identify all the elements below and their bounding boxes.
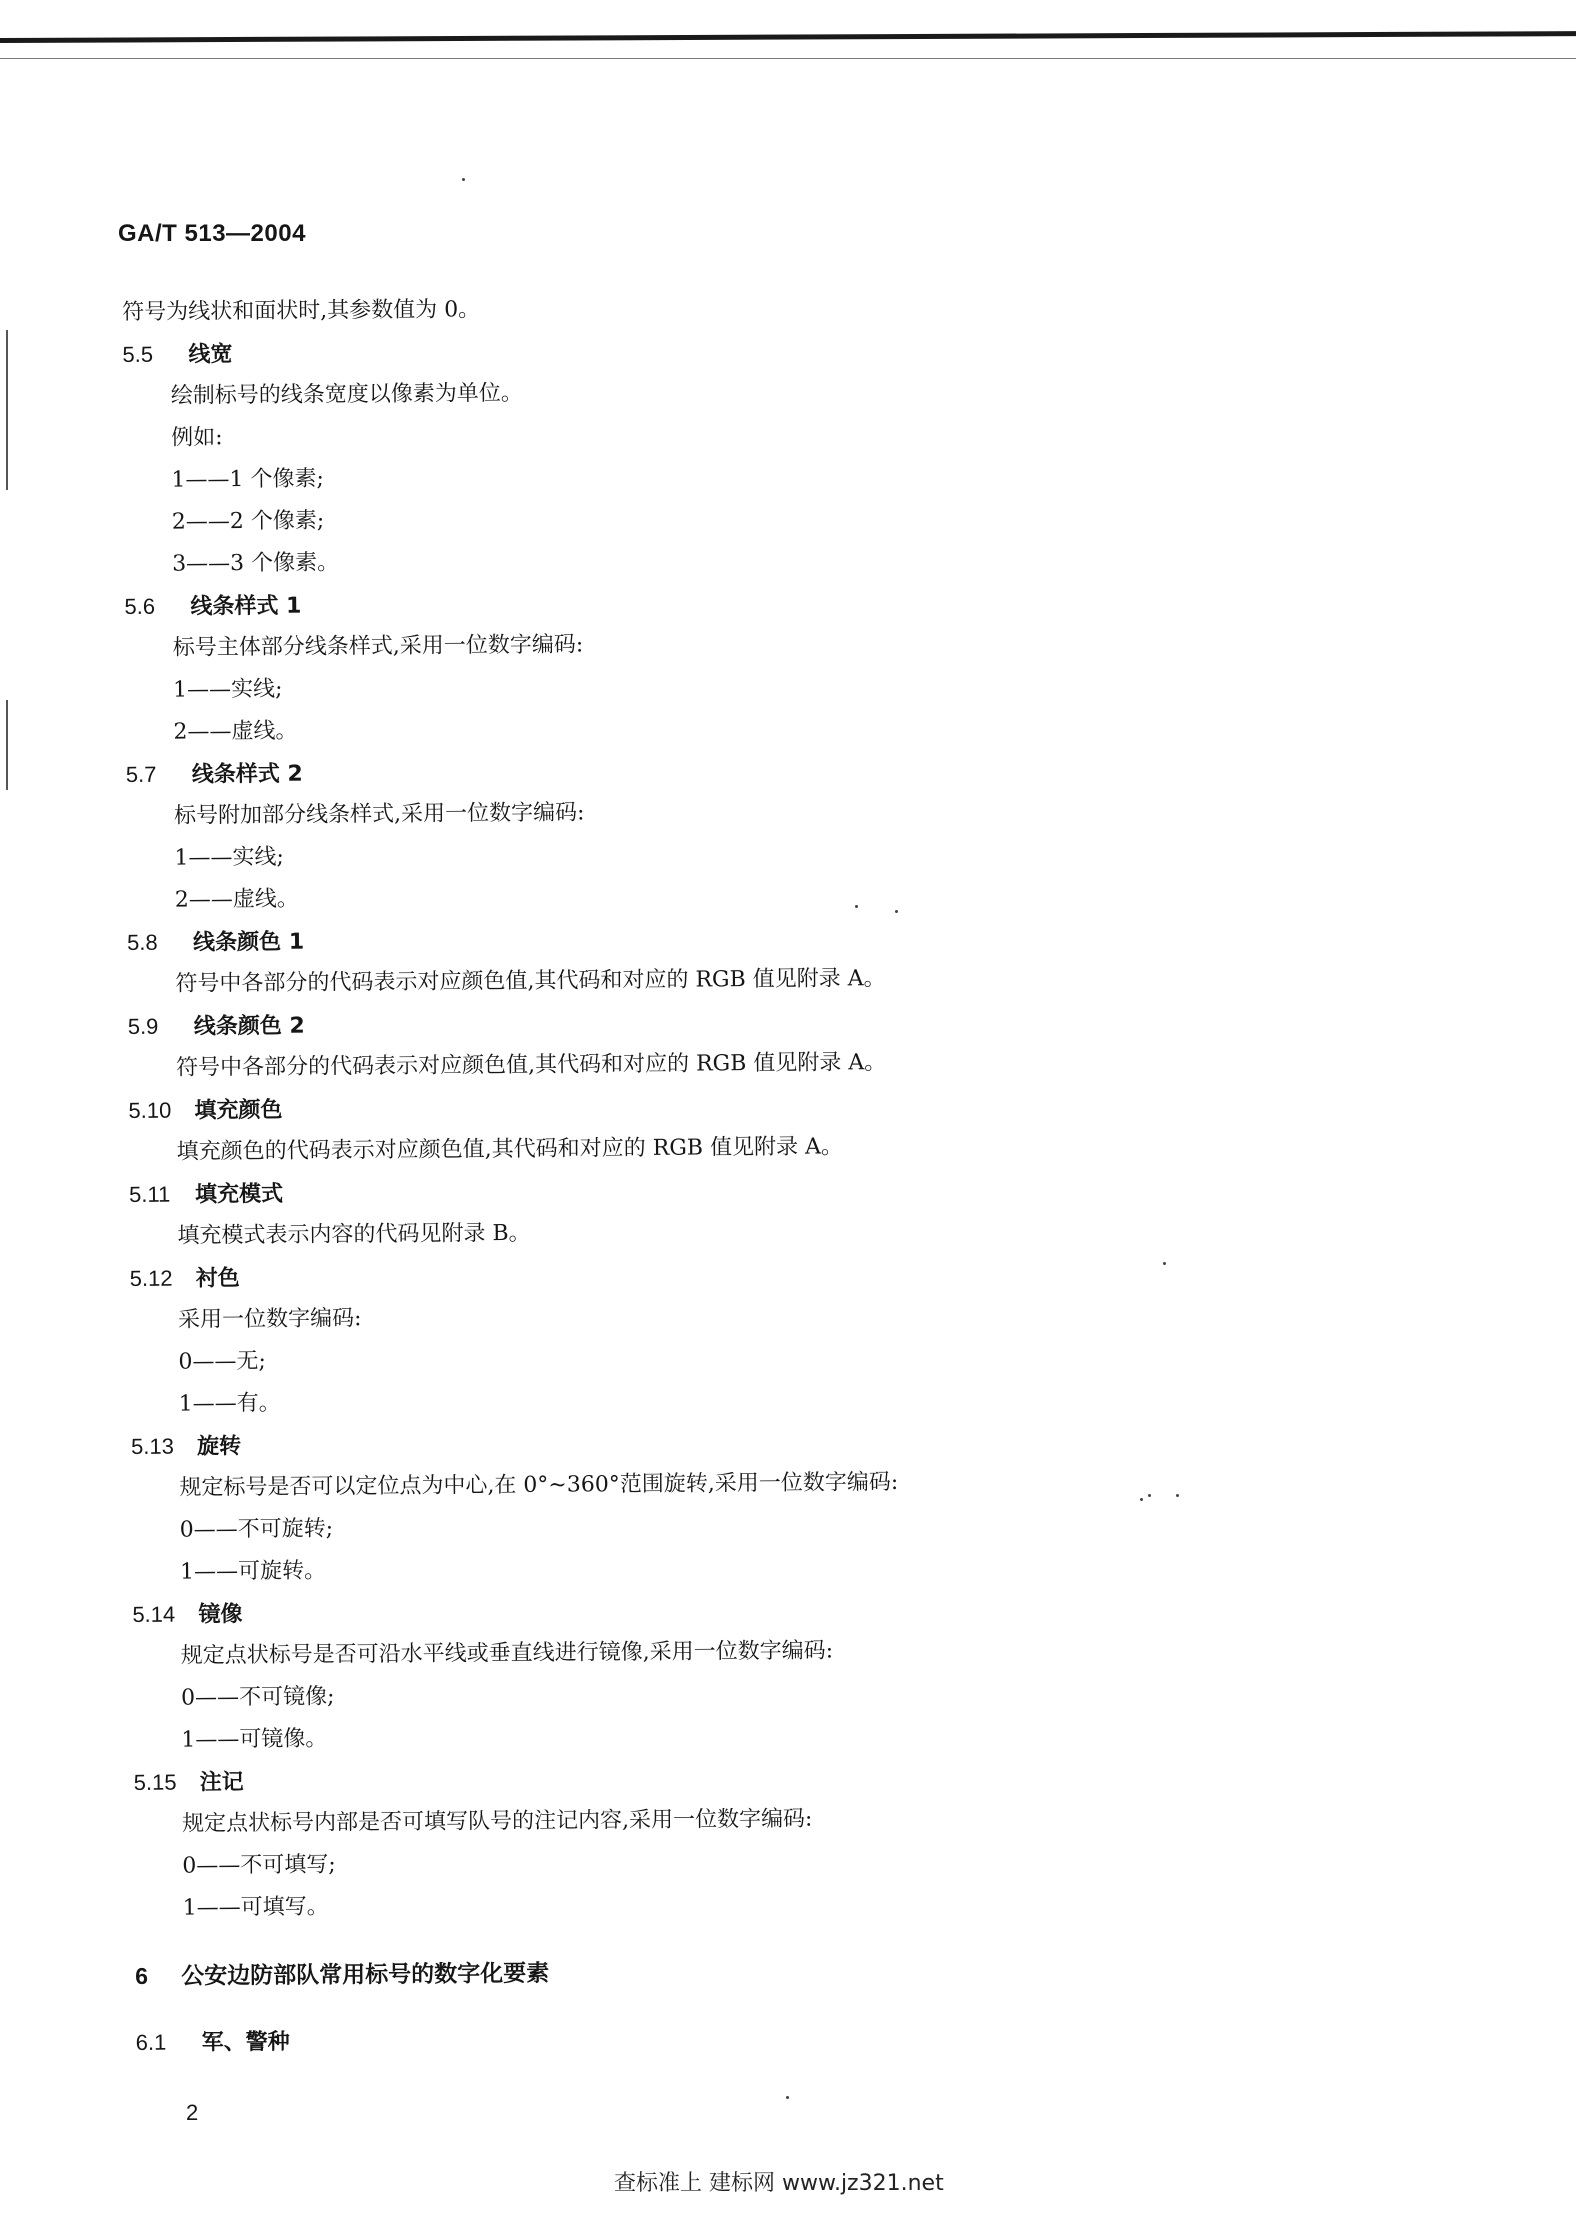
body-text-line: 0——不可旋转; xyxy=(179,1516,334,1543)
body-text-line: 1——实线; xyxy=(173,676,283,703)
body-text-line: 采用一位数字编码: xyxy=(177,1306,362,1333)
section-title: 填充颜色 xyxy=(194,1097,283,1124)
scan-top-rule xyxy=(0,31,1576,43)
site-watermark: 查标准上 建标网 www.jz321.net xyxy=(614,2171,944,2196)
body-text-line: 例如: xyxy=(171,425,223,451)
section-number: 6.1 xyxy=(135,2029,167,2055)
body-text-line: 规定点状标号内部是否可填写队号的注记内容,采用一位数字编码: xyxy=(181,1806,813,1837)
section-number: 5.15 xyxy=(133,1769,177,1795)
section-heading xyxy=(136,2013,1236,2064)
chapter-title: 公安边防部队常用标号的数字化要素 xyxy=(181,1960,550,1990)
section-number: 5.13 xyxy=(130,1433,174,1459)
body-text-line: 符号中各部分的代码表示对应颜色值,其代码和对应的 RGB 值见附录 A。 xyxy=(175,1050,887,1081)
scan-speck xyxy=(786,2096,789,2099)
section-title: 线条样式 1 xyxy=(190,593,302,620)
body-text-line: 0——不可填写; xyxy=(182,1852,336,1879)
body-text-line: 1——有。 xyxy=(178,1390,281,1417)
body-text-line: 符号中各部分的代码表示对应颜色值,其代码和对应的 RGB 值见附录 A。 xyxy=(175,966,886,997)
chapter-number: 6 xyxy=(135,1962,149,1989)
page-number: 2 xyxy=(186,2100,199,2125)
scan-margin-mark xyxy=(6,700,8,790)
section-title: 旋转 xyxy=(196,1434,242,1460)
section-title: 填充模式 xyxy=(194,1181,284,1208)
section-title: 衬色 xyxy=(195,1266,240,1292)
section-title: 线条颜色 2 xyxy=(193,1013,305,1040)
body-text-line: 2——虚线。 xyxy=(174,886,299,913)
section-title: 军、警种 xyxy=(201,2029,290,2056)
section-number: 5.9 xyxy=(127,1013,159,1039)
document-code: GA/T 513—2004 xyxy=(118,220,306,247)
body-text-line: 标号主体部分线条样式,采用一位数字编码: xyxy=(172,632,584,661)
body-text-line: 标号附加部分线条样式,采用一位数字编码: xyxy=(174,800,585,829)
section-number: 5.11 xyxy=(128,1181,171,1207)
body-text-line: 规定标号是否可以定位点为中心,在 0°~360°范围旋转,采用一位数字编码: xyxy=(179,1469,899,1501)
body-text-line: 0——不可镜像; xyxy=(180,1684,335,1711)
body-text-line: 规定点状标号是否可沿水平线或垂直线进行镜像,采用一位数字编码: xyxy=(180,1638,834,1669)
section-number: 5.6 xyxy=(124,593,156,619)
body-text-line: 2——2 个像素; xyxy=(171,508,325,535)
section-number: 5.7 xyxy=(125,761,157,787)
chapter-heading xyxy=(135,1943,1235,2000)
body-text-line: 3——3 个像素。 xyxy=(172,550,340,577)
body-text-line: 符号为线状和面状时,其参数值为 0。 xyxy=(122,297,481,325)
body-text-line: 绘制标号的线条宽度以像素为单位。 xyxy=(170,380,523,409)
scan-margin-mark xyxy=(6,330,8,490)
scan-speck xyxy=(462,178,465,181)
section-number: 5.5 xyxy=(122,341,154,367)
body-text-line: 1——1 个像素; xyxy=(171,466,324,493)
section-number: 5.14 xyxy=(132,1601,176,1627)
body-text-line: 填充颜色的代码表示对应颜色值,其代码和对应的 RGB 值见附录 A。 xyxy=(176,1134,844,1165)
document-body xyxy=(122,283,1236,2064)
section-number: 5.12 xyxy=(129,1265,173,1291)
body-text-line: 1——可填写。 xyxy=(182,1894,329,1921)
section-number: 5.8 xyxy=(127,929,158,955)
section-title: 线宽 xyxy=(188,342,233,368)
body-text-line: 1——实线; xyxy=(174,844,284,871)
section-title: 注记 xyxy=(199,1770,244,1796)
scan-top-hairline xyxy=(0,58,1576,59)
body-text-line: 0——无; xyxy=(178,1348,266,1375)
body-text-line: 1——可旋转。 xyxy=(179,1558,327,1585)
section-title: 镜像 xyxy=(198,1602,243,1628)
body-text-line: 1——可镜像。 xyxy=(181,1726,328,1753)
section-title: 线条颜色 1 xyxy=(193,929,305,956)
body-text-line: 填充模式表示内容的代码见附录 B。 xyxy=(177,1220,531,1249)
section-title: 线条样式 2 xyxy=(191,761,303,788)
body-text-line: 2——虚线。 xyxy=(173,718,298,745)
section-number: 5.10 xyxy=(128,1097,172,1123)
